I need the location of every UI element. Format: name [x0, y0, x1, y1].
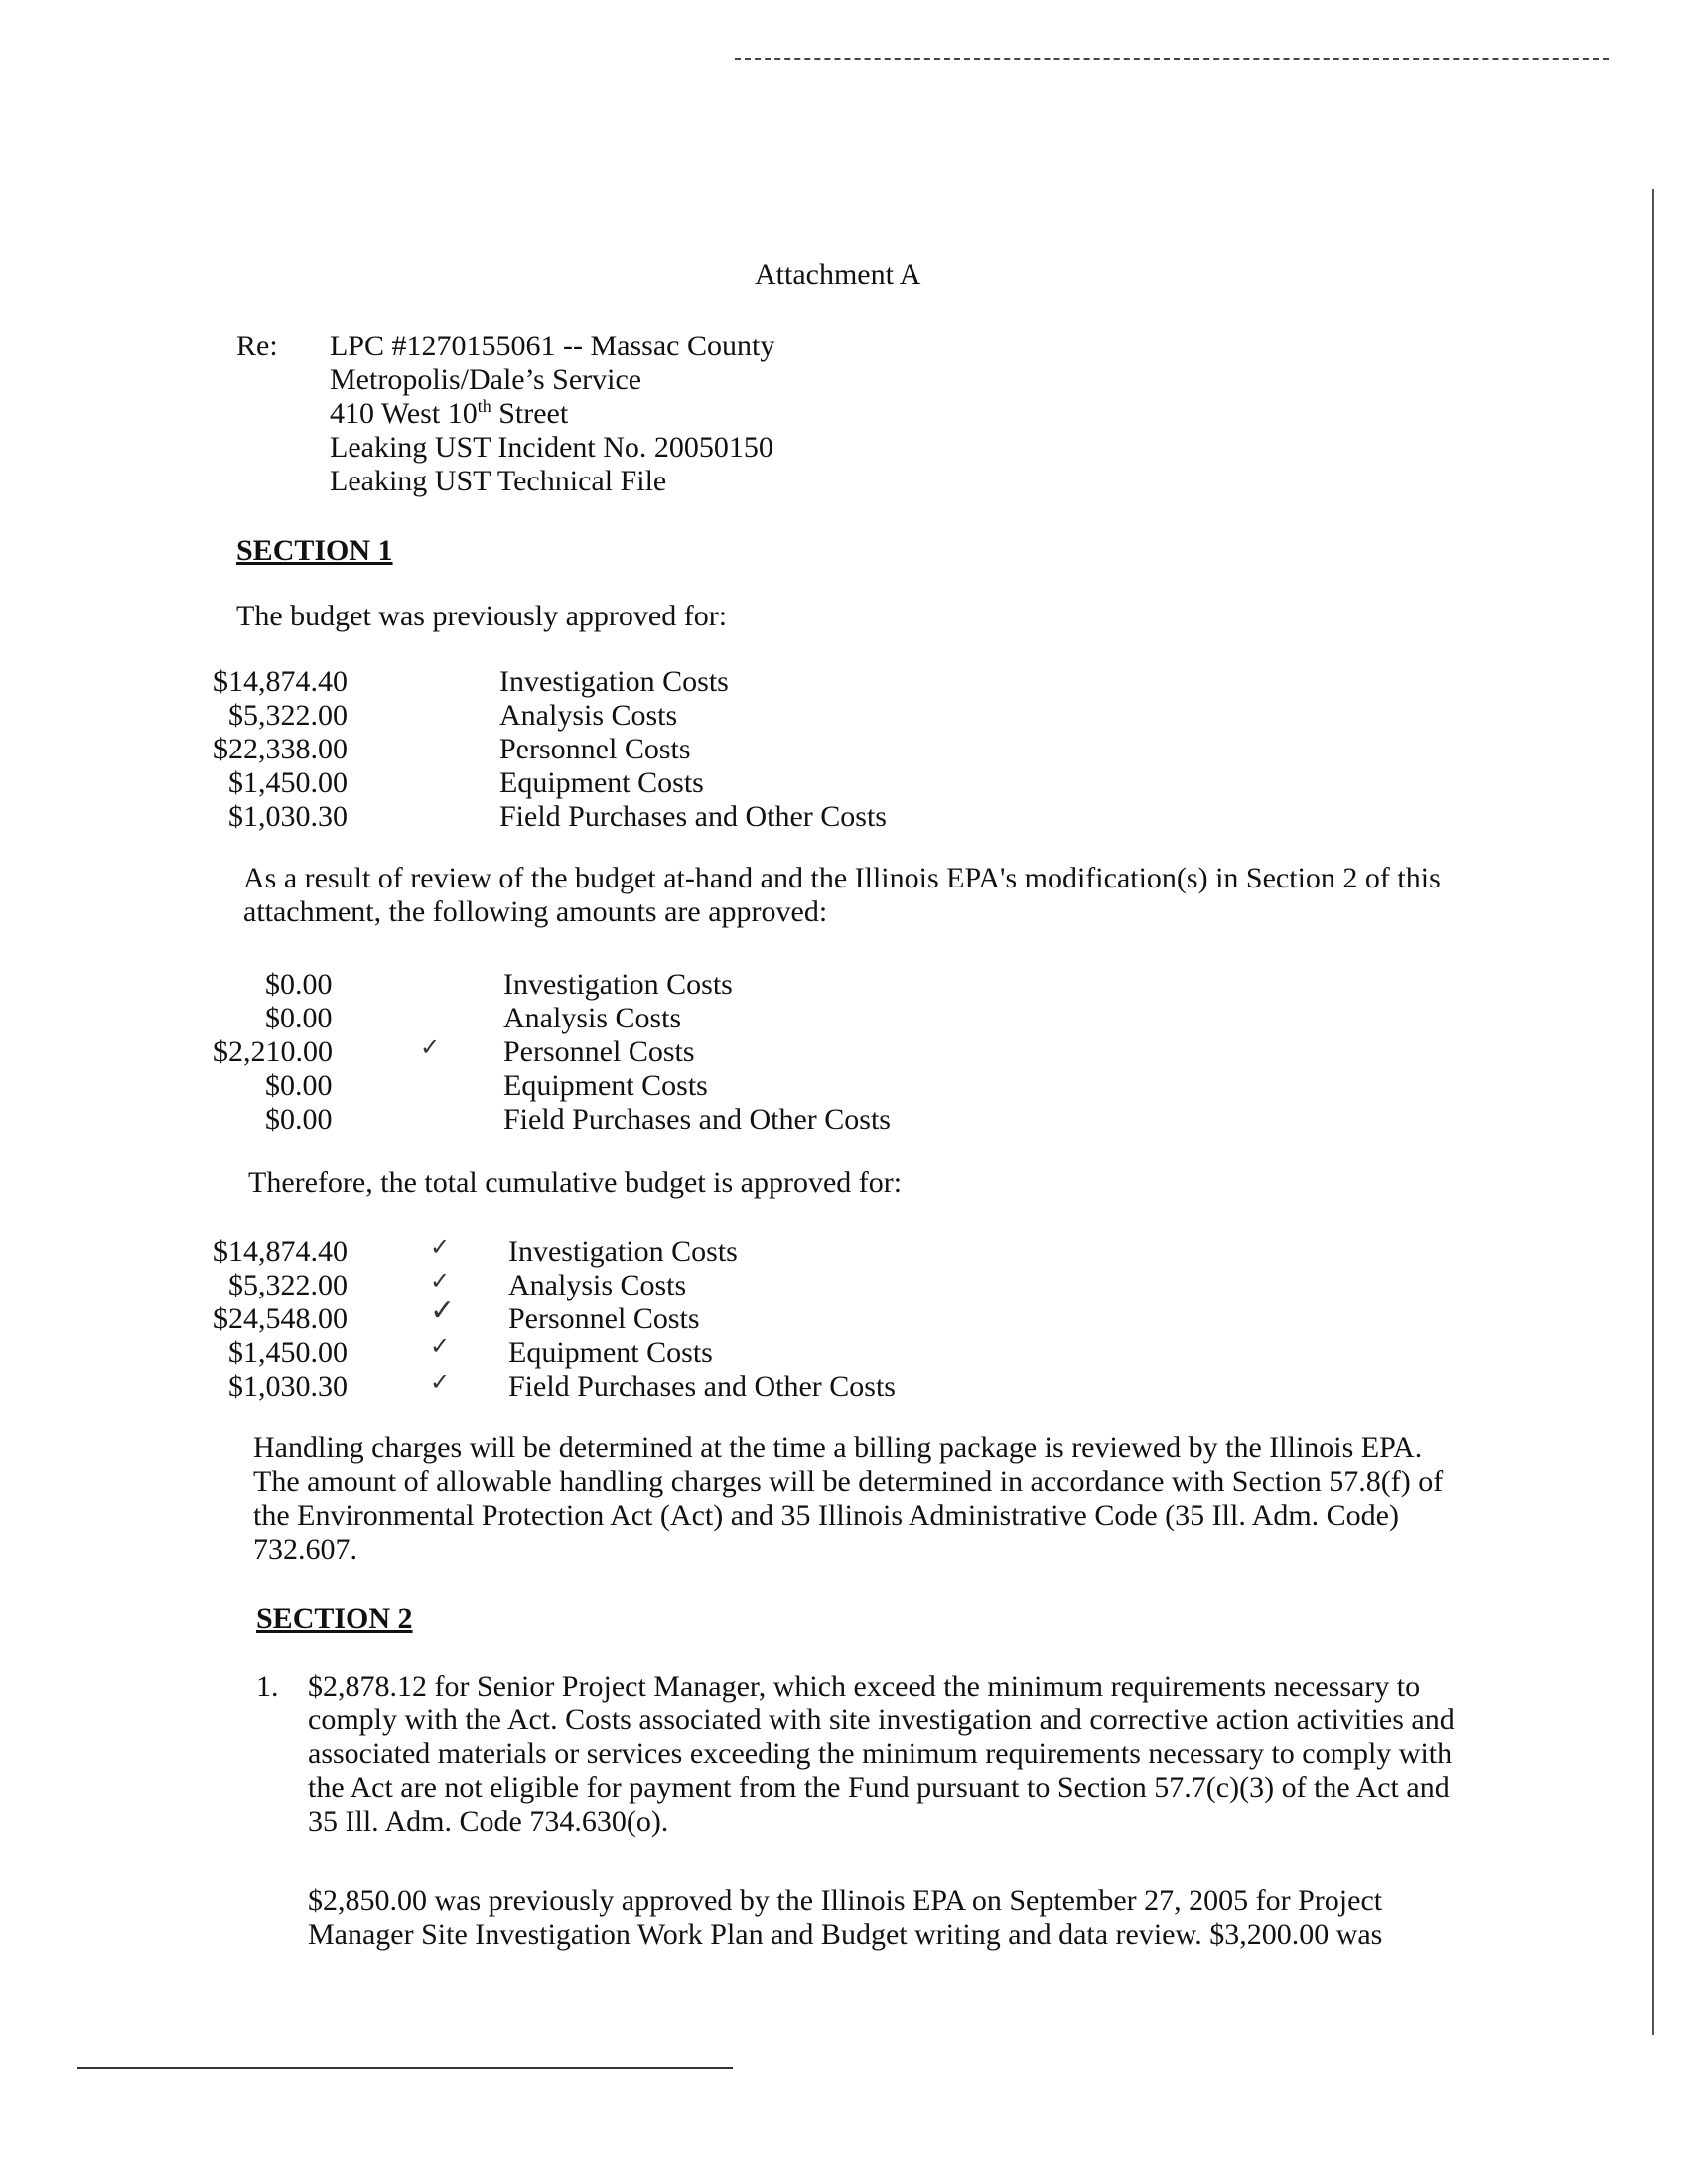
- budget-description: Personnel Costs: [508, 1302, 700, 1335]
- right-edge-line: [1652, 189, 1654, 2035]
- top-scan-line: [735, 58, 1609, 60]
- budget-amount: $14,874.40: [213, 665, 348, 698]
- budget-row: [213, 665, 909, 699]
- budget-row: [213, 733, 909, 766]
- re-line-site: Metropolis/Dale’s Service: [330, 363, 642, 396]
- handling-paragraph: [253, 1432, 1443, 1567]
- budget-row: [213, 1035, 909, 1069]
- item-line-5: 35 Ill. Adm. Code 734.630(o).: [308, 1805, 669, 1838]
- checkmark-icon: ✓: [430, 1235, 451, 1261]
- budget-description: Analysis Costs: [499, 699, 678, 732]
- handling-line-1: Handling charges will be determined at the time a billing package is reviewed by the Illinois EPA.: [253, 1432, 1423, 1464]
- budget-amount: $22,338.00: [213, 733, 348, 765]
- approved-budget-table: [213, 968, 909, 1137]
- budget-row: [213, 1002, 909, 1035]
- re-line-incident: Leaking UST Incident No. 20050150: [330, 431, 773, 464]
- budget-row: [213, 968, 909, 1002]
- budget-amount: $1,450.00: [228, 766, 348, 799]
- item-line-2: comply with the Act. Costs associated with site investigation and corrective action activities and: [308, 1704, 1455, 1736]
- checkmark-icon: ✓: [430, 1269, 451, 1295]
- budget-row: [213, 1103, 909, 1137]
- budget-description: Personnel Costs: [499, 733, 691, 765]
- re-label: Re:: [236, 330, 278, 362]
- budget-description: Investigation Costs: [508, 1235, 738, 1268]
- budget-amount: $14,874.40: [213, 1235, 348, 1268]
- section-1-intro: The budget was previously approved for:: [236, 600, 728, 632]
- re-line-street-name: Street: [491, 397, 569, 430]
- followup-paragraph: [308, 1884, 1382, 1952]
- item-line-3: associated materials or services exceeding the minimum requirements necessary to comply with: [308, 1737, 1453, 1770]
- budget-description: Investigation Costs: [499, 665, 729, 698]
- budget-amount: $0.00: [265, 1002, 333, 1034]
- item-line-4: the Act are not eligible for payment from the Fund pursuant to Section 57.7(c)(3) of the Act and: [308, 1771, 1450, 1804]
- budget-row: [213, 699, 909, 733]
- cumulative-budget-table: [213, 1235, 928, 1404]
- budget-amount: $5,322.00: [228, 1269, 348, 1301]
- budget-row: [213, 1269, 928, 1302]
- previous-budget-table: [213, 665, 909, 834]
- re-line-file: Leaking UST Technical File: [330, 465, 667, 497]
- budget-description: Personnel Costs: [503, 1035, 695, 1068]
- budget-amount: $1,450.00: [228, 1336, 348, 1369]
- budget-amount: $24,548.00: [213, 1302, 348, 1335]
- budget-description: Field Purchases and Other Costs: [508, 1370, 896, 1403]
- budget-amount: $0.00: [265, 968, 333, 1001]
- budget-description: Investigation Costs: [503, 968, 733, 1001]
- handling-line-3: the Environmental Protection Act (Act) and 35 Illinois Administrative Code (35 Ill. Adm. Code): [253, 1499, 1399, 1532]
- budget-amount: $0.00: [265, 1069, 333, 1102]
- budget-amount: $1,030.30: [228, 800, 348, 833]
- item-number: 1.: [256, 1670, 279, 1703]
- re-line-lpc: LPC #1270155061 -- Massac County: [330, 330, 775, 362]
- budget-amount: $2,210.00: [213, 1035, 333, 1068]
- budget-row: [213, 1336, 928, 1370]
- section-1-heading: SECTION 1: [236, 534, 393, 567]
- handling-line-2: The amount of allowable handling charges will be determined in accordance with Section 57.8(f) of: [253, 1465, 1444, 1498]
- item-paragraph: [308, 1670, 1455, 1839]
- followup-line-2: Manager Site Investigation Work Plan and Budget writing and data review. $3,200.00 was: [308, 1918, 1383, 1951]
- budget-row: [213, 766, 909, 800]
- followup-line-1: $2,850.00 was previously approved by the Illinois EPA on September 27, 2005 for Project: [308, 1884, 1383, 1917]
- budget-description: Field Purchases and Other Costs: [503, 1103, 891, 1136]
- checkmark-icon: ✓: [420, 1035, 441, 1061]
- budget-amount: $5,322.00: [228, 699, 348, 732]
- budget-description: Field Purchases and Other Costs: [499, 800, 887, 833]
- review-paragraph: [243, 862, 1441, 929]
- budget-description: Analysis Costs: [503, 1002, 682, 1034]
- handling-line-4: 732.607.: [253, 1533, 357, 1566]
- checkmark-icon: ✓: [430, 1334, 451, 1360]
- review-line-2: attachment, the following amounts are approved:: [243, 895, 828, 928]
- budget-amount: $1,030.30: [228, 1370, 348, 1403]
- section-2-heading: SECTION 2: [256, 1602, 413, 1635]
- re-block: [330, 330, 774, 498]
- budget-description: Equipment Costs: [499, 766, 704, 799]
- re-line-street-number: 410 West 10: [330, 397, 478, 430]
- total-intro: Therefore, the total cumulative budget is approved for:: [248, 1166, 903, 1199]
- item-line-1: $2,878.12 for Senior Project Manager, which exceed the minimum requirements necessary to: [308, 1670, 1421, 1703]
- re-line-address: [330, 397, 774, 431]
- page-title: Attachment A: [755, 258, 921, 291]
- bottom-scan-line: [77, 2067, 733, 2069]
- budget-row: [213, 1295, 928, 1336]
- checkmark-icon: ✓: [430, 1370, 451, 1396]
- budget-amount: $0.00: [265, 1103, 333, 1136]
- budget-description: Equipment Costs: [503, 1069, 708, 1102]
- checkmark-icon: ✓: [430, 1295, 456, 1327]
- review-line-1: As a result of review of the budget at-hand and the Illinois EPA's modification(s) in Section 2 of this: [243, 862, 1441, 894]
- budget-row: [213, 1069, 909, 1103]
- budget-row: [213, 1370, 928, 1404]
- ordinal-suffix: th: [477, 396, 491, 416]
- budget-description: Equipment Costs: [508, 1336, 713, 1369]
- budget-description: Analysis Costs: [508, 1269, 687, 1301]
- budget-row: [213, 1235, 928, 1269]
- budget-row: [213, 800, 909, 834]
